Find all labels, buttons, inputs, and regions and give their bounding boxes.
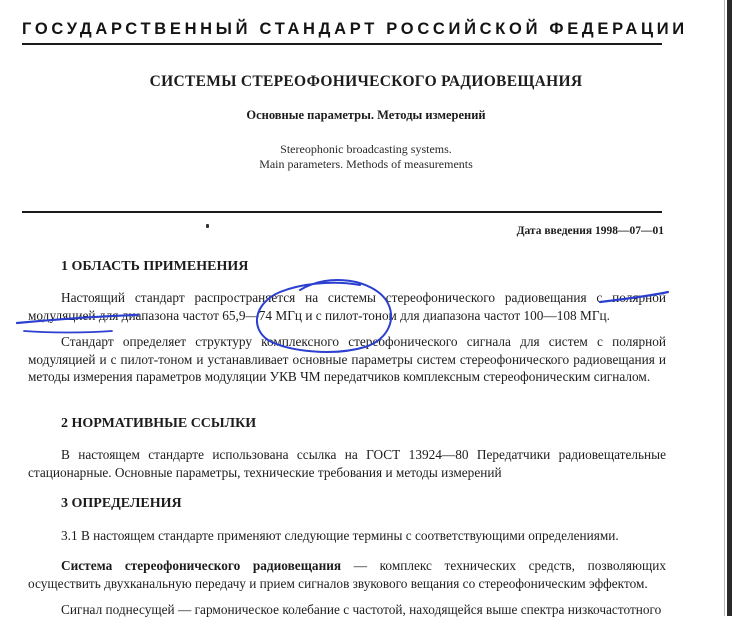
scan-edge xyxy=(724,0,725,616)
section-2-heading: 2 НОРМАТИВНЫЕ ССЫЛКИ xyxy=(61,416,257,431)
section-1-paragraph-1: Настоящий стандарт распространяется на системы стереофонического радиовещания с полярной модуляцией для диапазона частот 65,9—74 МГц и с пилот-тоном для диапазона частот 100—108 МГц. xyxy=(28,290,666,323)
document-subtitle: Основные параметры. Методы измерений xyxy=(246,108,486,122)
intro-date: Дата введения 1998—07—01 xyxy=(516,225,664,237)
title-rule xyxy=(22,211,662,213)
english-title-line-2: Main parameters. Methods of measurements xyxy=(259,157,473,171)
section-3-definition-1 xyxy=(28,557,666,592)
definition-text: — комплекс технических средств, позволяющих осуществить двухканальную передачу и прием сигналов звукового вещания со стереофоническим эффектом. xyxy=(28,558,666,591)
section-3-cut-line: Сигнал поднесущей — гармоническое колебание с частотой, находящейся выше спектра низкочастотного xyxy=(61,602,662,617)
section-1-paragraph-2: Стандарт определяет структуру комплексного стереофонического сигнала для систем с полярной модуляцией и с пилот-тоном и устанавливает основные параметры систем стереофонического радиовещания и методы измерения параметров модуляции УКВ ЧМ передатчиков комплексным стереофоническим сигналом. xyxy=(28,334,666,384)
scan-speck xyxy=(206,224,209,228)
section-2-paragraph-1: В настоящем стандарте использована ссылка на ГОСТ 13924—80 Передатчики радиовещательные стационарные. Основные параметры, технические требования и методы измерений xyxy=(28,447,666,480)
section-3-heading: 3 ОПРЕДЕЛЕНИЯ xyxy=(61,496,182,511)
section-3-paragraph-1: 3.1 В настоящем стандарте применяют следующие термины с соответствующими определениями. xyxy=(61,528,619,543)
header-rule xyxy=(22,43,662,45)
document-header: ГОСУДАРСТВЕННЫЙ СТАНДАРТ РОССИЙСКОЙ ФЕДЕРАЦИИ xyxy=(22,20,688,38)
term-stereo-system: Система стереофонического радиовещания xyxy=(61,558,342,573)
english-title-line-1: Stereophonic broadcasting systems. xyxy=(280,142,452,156)
scan-border xyxy=(727,0,732,616)
document-title: СИСТЕМЫ СТЕРЕОФОНИЧЕСКОГО РАДИОВЕЩАНИЯ xyxy=(149,73,583,90)
section-1-heading: 1 ОБЛАСТЬ ПРИМЕНЕНИЯ xyxy=(61,259,249,274)
